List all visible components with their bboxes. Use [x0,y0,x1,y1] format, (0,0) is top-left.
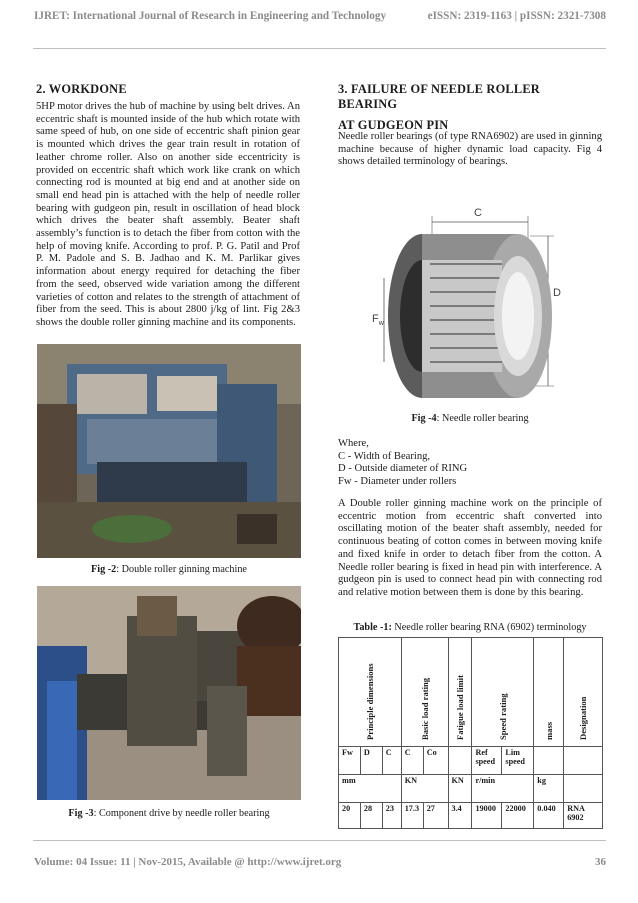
table-cell: 22000 [502,803,534,829]
page-number: 36 [595,856,606,868]
table-cell: 19000 [472,803,502,829]
table-header-row [339,638,603,747]
table-cell: 20 [339,803,361,829]
table-cell [534,747,564,775]
table-cell: 23 [382,803,401,829]
dim-fw-label: F [372,313,379,325]
table-cell: C [382,747,401,775]
figure-2-text: : Double roller ginning machine [116,564,247,575]
definition-c: C - Width of Bearing, [338,450,431,462]
table-cell: Fw [339,747,361,775]
heading-line-2: AT GUDGEON PIN [338,118,449,132]
workdone-paragraph: 5HP motor drives the hub of machine by using belt drives. An eccentric shaft is mounted inside of the hub which rotate with same speed of hub, on one side of eccentric shaft pinion gear is mounted which drives the gear train result in rotation of leather chrome roller. Also on another side eccentricity is provided on eccentric shaft which work like crank on which connecting rod is mounted at big end and at another side on small end head pin is attached with the help of needle roller bearing with gudgeon pin, result in oscillation of head block which drives the beater shaft assembly. Beater shaft assembly’s function is to detach the fiber from cotton with the help of moving knife. According to prof. P. G. Patil and Prof P. M. Padole and S. B. Jadhao and K. M. Parlikar gives information about energy required for detaching the fiber from the seed, observed wide variation among the different varieties of cotton and relates to the strength of attachment of fiber from the seed. This is about 2800 j/kg of lint. Fig 2&3 shows the double roller ginning machine and its components. [36,101,300,328]
dim-fw-subscript: w [378,320,384,327]
figure-4-caption [338,413,602,424]
table-cell [564,775,603,803]
heading-line-1: 3. FAILURE OF NEEDLE ROLLER BEARING [338,82,540,111]
table-cell: 27 [423,803,448,829]
header-cell: Speed rating [472,638,534,747]
figure-2-label: Fig -2 [91,564,117,575]
table-cell: Lim speed [502,747,534,775]
table-cell: 28 [360,803,382,829]
table-row [339,747,603,775]
footer-text: Volume: 04 Issue: 11 | Nov-2015, Available @ http://www.ijret.org [34,856,342,868]
dim-d-label: D [553,287,561,299]
dim-c-label: C [474,207,482,219]
table-cell [448,747,472,775]
figure-3-label: Fig -3 [68,808,94,819]
failure-paragraph-1: Needle roller bearings (of type RNA6902) are used in ginning machine because of higher dynamic load capacity. Fig 4 shows detailed terminology of bearings. [338,131,602,168]
table-cell [564,747,603,775]
table-cell: 0.040 [534,803,564,829]
page-footer [34,856,606,868]
table-cell: mm [339,775,402,803]
table-cell: KN [401,775,448,803]
page-header [0,10,638,46]
section-heading-failure [338,82,602,133]
figure-2-photo [37,344,301,558]
header-cell: Fatigue load limit [448,638,472,747]
figure-3-photo [37,586,301,800]
failure-paragraph-2: A Double roller ginning machine work on the principle of eccentric motion from eccentric shaft converted into oscillating motion of the beater shaft assembly, needed for continuous beating of cotton comes in between moving knife and fixed knife in order to detach fiber from the cotton. A Needle roller bearing is fixed in head pin with interference. A gudgeon pin is used to connect head pin with connecting rod and relative motion between them is done by this bearing. [338,498,602,598]
table-title: Needle roller bearing RNA (6902) terminology [391,622,587,633]
table-cell: RNA 6902 [564,803,603,829]
where-label: Where, [338,438,369,449]
table-cell: D [360,747,382,775]
figure-3-caption [37,808,301,819]
table-cell: kg [534,775,564,803]
table-cell: Co [423,747,448,775]
table-label: Table -1: [353,622,392,633]
table-caption [338,622,602,633]
header-cell: mass [534,638,564,747]
table-cell: C [401,747,423,775]
figure-2-caption [37,564,301,575]
footer-rule [33,840,606,841]
issn-text: eISSN: 2319-1163 | pISSN: 2321-7308 [427,10,606,22]
figure-4-diagram [370,190,580,402]
table-row [339,775,603,803]
figure-3-text: : Component drive by needle roller bearing [93,808,270,819]
terminology-table [338,637,603,829]
figure-4-text: : Needle roller bearing [436,413,529,424]
section-heading-workdone: 2. WORKDONE [36,82,127,96]
table-cell: r/min [472,775,534,803]
table-cell: KN [448,775,472,803]
header-cell: Designation [564,638,603,747]
table-cell: 17.3 [401,803,423,829]
header-cell: Principle dimensions [339,638,402,747]
table-row [339,803,603,829]
table-cell: Ref speed [472,747,502,775]
header-cell: Basic load rating [401,638,448,747]
header-rule [33,48,606,49]
definitions-list [338,438,602,488]
journal-title: IJRET: International Journal of Research in Engineering and Technology [34,10,387,22]
figure-4-label: Fig -4 [411,413,437,424]
table-cell: 3.4 [448,803,472,829]
definition-fw: Fw - Diameter under rollers [338,475,457,487]
definition-d: D - Outside diameter of RING [338,463,468,475]
